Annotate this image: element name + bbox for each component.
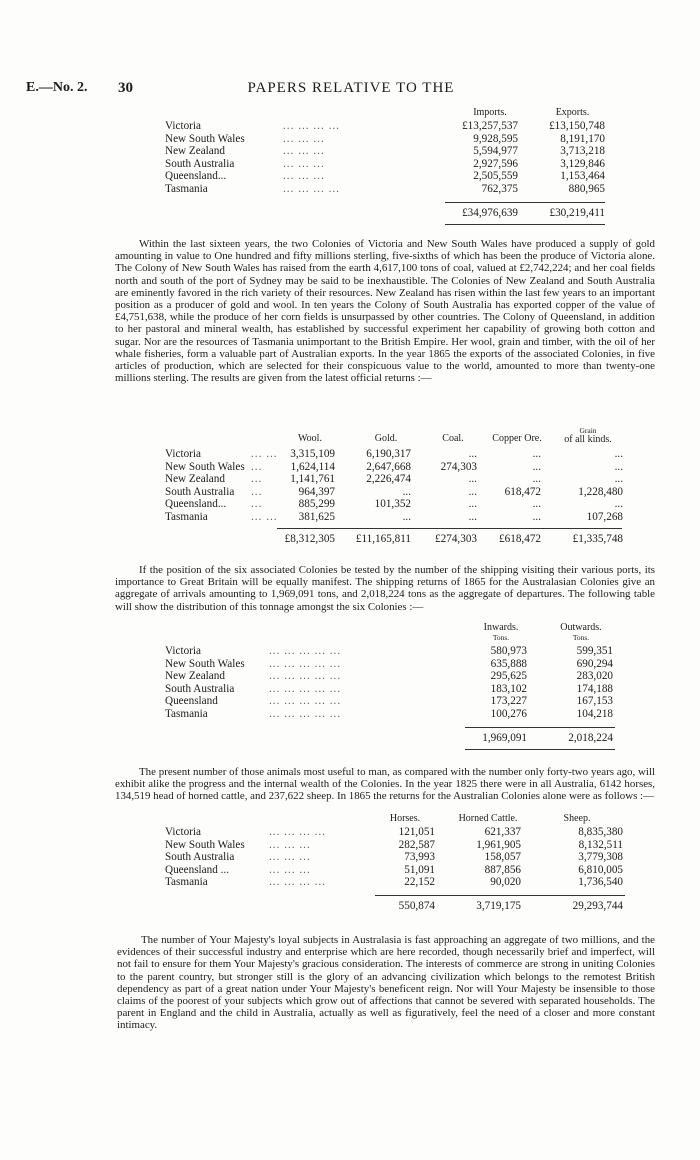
shipping-row <box>165 708 615 721</box>
coal-value: ... <box>468 473 477 486</box>
trade-row <box>165 183 615 196</box>
copper-total: £618,472 <box>499 532 541 545</box>
cattle-value: 158,057 <box>484 851 521 864</box>
shipping-total-row <box>165 732 615 746</box>
coal-total: £274,303 <box>435 532 477 545</box>
shipping-row <box>165 645 615 658</box>
livestock-row <box>165 851 625 864</box>
outwards-value: 104,218 <box>576 707 613 720</box>
colony-name: New South Wales <box>165 132 245 145</box>
colony-name: New Zealand <box>165 145 225 158</box>
grain-header-top: Grain <box>579 426 597 435</box>
sheep-value: 8,835,380 <box>578 826 623 838</box>
cattle-value: 887,856 <box>484 863 521 876</box>
coal-value: 274,303 <box>440 460 477 473</box>
leader-dots: ... ... ... ... <box>283 182 340 195</box>
imports-value: 5,594,977 <box>473 145 518 158</box>
inwards-value: 635,888 <box>490 657 527 670</box>
shipping-row <box>165 658 615 671</box>
coal-value: ... <box>468 448 477 460</box>
coal-value: ... <box>468 498 477 511</box>
livestock-row <box>165 876 625 889</box>
leader-dots: ... ... <box>251 448 278 460</box>
gold-value: ... <box>402 485 411 498</box>
colony-name: Queensland... <box>165 498 227 511</box>
colony-name: Victoria <box>165 120 201 132</box>
inwards-value: 100,276 <box>490 707 527 720</box>
leader-dots: ... ... ... ... ... <box>269 657 342 670</box>
cattle-value: 621,337 <box>484 826 521 838</box>
produce-table <box>165 426 625 547</box>
gold-header: Gold. <box>374 433 398 444</box>
sheep-value: 1,736,540 <box>578 876 623 889</box>
paragraph-shipping: If the position of the six associated Colonies be tested by the number of the shipping visiting their various ports, its importance to Great Britain will be equally manifest. The shipping returns of 1865 for the Australasian Colonies give an aggregate of arrivals amounting to 1,969,091 tons, and 2,018,224 tons as the aggregate of departures. The following table will show the distribution of this tonnage amongst the six Colonies :— <box>115 564 655 613</box>
imports-total: £34,976,639 <box>462 206 518 219</box>
imports-value: 2,927,596 <box>473 157 518 170</box>
sheep-total: 29,293,744 <box>572 899 623 912</box>
imports-header: Imports. <box>473 107 507 118</box>
horses-value: 282,587 <box>398 838 435 851</box>
shipping-bottom-rule <box>465 749 615 750</box>
horses-value: 22,152 <box>404 876 435 889</box>
imports-value: £13,257,537 <box>462 120 518 132</box>
paragraph-livestock: The present number of those animals most useful to man, as compared with the number only forty-two years ago, will exhibit alike the progress and the internal wealth of the Colonies. In the year 1825 there were in all Australia, 6142 horses, 134,519 head of horned cattle, and 237,622 sheep. In 1865 the returns for the Australian Colonies alone were as follows :— <box>115 766 655 803</box>
outwards-value: 167,153 <box>576 695 613 708</box>
colony-name: Queensland ... <box>165 863 230 876</box>
colony-name: Tasmania <box>165 182 208 195</box>
wool-total: £8,312,305 <box>284 532 335 545</box>
trade-table <box>165 108 615 221</box>
shipping-table-header <box>165 623 615 645</box>
inwards-value: 173,227 <box>490 695 527 708</box>
horses-header: Horses. <box>389 813 421 824</box>
grain-value: 107,268 <box>586 510 623 523</box>
leader-dots: ... ... ... ... ... <box>269 707 342 720</box>
trade-row <box>165 158 615 171</box>
grain-value: ... <box>614 498 623 511</box>
outwards-value: 283,020 <box>576 670 613 683</box>
gold-value: 2,226,474 <box>366 473 411 486</box>
wool-value: 381,625 <box>298 510 335 523</box>
exports-header: Exports. <box>555 107 590 118</box>
shipping-row <box>165 670 615 683</box>
copper-value: 618,472 <box>504 485 541 498</box>
colony-name: Tasmania <box>165 876 208 889</box>
wool-value: 964,397 <box>298 485 335 498</box>
shipping-row <box>165 683 615 696</box>
page-title: PAPERS RELATIVE TO THE <box>247 80 455 96</box>
leader-dots: ... ... ... <box>283 132 325 145</box>
trade-total-rule <box>445 202 605 203</box>
horses-total: 550,874 <box>398 899 435 912</box>
exports-value: 8,191,170 <box>560 132 605 145</box>
cattle-header: Horned Cattle. <box>458 813 518 824</box>
shipping-row <box>165 695 615 708</box>
leader-dots: ... ... ... ... ... <box>269 645 342 657</box>
colony-name: New South Wales <box>165 657 245 670</box>
gold-value: 2,647,668 <box>366 460 411 473</box>
inwards-value: 295,625 <box>490 670 527 683</box>
colony-name: New Zealand <box>165 473 225 486</box>
leader-dots: ... <box>251 485 263 498</box>
paragraph-gold-coal: Within the last sixteen years, the two Colonies of Victoria and New South Wales have produced a supply of gold amounting in value to One hundred and fifty millions sterling, five-sixths of which has been the produce of Victoria alone. The Colony of New South Wales has raised from the earth 4,617,100 tons of coal, valued at £2,742,224; and her coal fields north and south of the port of Sydney may be said to be inexhaustible. The Colonies of New Zealand and South Australia are eminently favored in the rich variety of their resources. New Zealand has risen within the last few years to an important position as a producer of gold and wool. In ten years the Colony of South Australia has exported copper of the value of £4,751,638, while the produce of her corn fields is unsurpassed by other countries. The Colony of Queensland, in addition to her pastoral and mineral wealth, has established by successful experiment her capability of growing both cotton and sugar. Nor are the resources of Tasmania unimportant to the British Empire. Her wool, grain and timber, with the oil of her whale fisheries, form a valuable part of Australian exports. In the year 1865 the exports of the associated Colonies, in five articles of production, which are selected for their conspicuous value to the world, amounted to more than twenty-one millions sterling. The results are given from the latest official returns :— <box>115 238 655 385</box>
livestock-total-row <box>165 900 625 914</box>
gold-value: 101,352 <box>374 498 411 511</box>
leader-dots: ... ... ... <box>283 157 325 170</box>
page-number: 30 <box>118 80 133 96</box>
trade-total-row <box>165 207 615 221</box>
cattle-value: 1,961,905 <box>476 838 521 851</box>
trade-row <box>165 133 615 146</box>
outwards-value: 690,294 <box>576 657 613 670</box>
leader-dots: ... ... ... <box>269 838 311 851</box>
grain-total: £1,335,748 <box>572 532 623 545</box>
grain-value: ... <box>614 460 623 473</box>
shipping-total-rule <box>465 727 615 728</box>
inwards-label: Inwards. <box>483 622 519 633</box>
leader-dots: ... ... ... ... ... <box>269 670 342 683</box>
colony-name: New Zealand <box>165 670 225 683</box>
copper-value: ... <box>532 510 541 523</box>
leader-dots: ... ... ... ... <box>269 876 326 889</box>
produce-row <box>165 461 625 474</box>
copper-value: ... <box>532 498 541 511</box>
horses-value: 121,051 <box>398 826 435 838</box>
produce-row <box>165 498 625 511</box>
livestock-row <box>165 839 625 852</box>
grain-value: ... <box>614 448 623 460</box>
grain-value: 1,228,480 <box>578 485 623 498</box>
sheep-value: 6,810,005 <box>578 863 623 876</box>
livestock-row <box>165 826 625 839</box>
leader-dots: ... ... ... ... ... <box>269 695 342 708</box>
copper-value: ... <box>532 460 541 473</box>
inwards-value: 183,102 <box>490 682 527 695</box>
cattle-total: 3,719,175 <box>476 899 521 912</box>
produce-total-row <box>165 533 625 547</box>
trade-row <box>165 120 615 133</box>
trade-row <box>165 145 615 158</box>
grain-header <box>551 426 625 445</box>
colony-name: New South Wales <box>165 460 245 473</box>
trade-bottom-rule <box>445 224 605 225</box>
colony-name: South Australia <box>165 157 235 170</box>
leader-dots: ... ... ... ... ... <box>269 682 342 695</box>
wool-value: 1,624,114 <box>290 460 335 473</box>
exports-total: £30,219,411 <box>549 206 605 219</box>
coal-value: ... <box>468 510 477 523</box>
cattle-value: 90,020 <box>490 876 521 889</box>
colony-name: Victoria <box>165 826 201 838</box>
produce-row <box>165 473 625 486</box>
colony-name: New South Wales <box>165 838 245 851</box>
leader-dots: ... <box>251 460 263 473</box>
produce-row <box>165 511 625 524</box>
colony-name: South Australia <box>165 485 235 498</box>
imports-value: 2,505,559 <box>473 170 518 183</box>
outwards-value: 599,351 <box>576 645 613 657</box>
outwards-value: 174,188 <box>576 682 613 695</box>
leader-dots: ... ... ... <box>269 863 311 876</box>
produce-row <box>165 486 625 499</box>
livestock-row <box>165 864 625 877</box>
leader-dots: ... ... ... <box>283 170 325 183</box>
leader-dots: ... <box>251 473 263 486</box>
wool-value: 3,315,109 <box>290 448 335 460</box>
produce-table-header <box>165 426 625 448</box>
imports-value: 9,928,595 <box>473 132 518 145</box>
shipping-table <box>165 623 615 746</box>
colony-name: South Australia <box>165 851 235 864</box>
exports-value: 3,713,218 <box>560 145 605 158</box>
inwards-header <box>463 623 539 642</box>
exports-value: 880,965 <box>568 182 605 195</box>
copper-header: Copper Ore. <box>492 433 542 444</box>
sheep-header: Sheep. <box>563 813 591 824</box>
leader-dots: ... ... ... ... <box>283 120 340 132</box>
colony-name: South Australia <box>165 682 235 695</box>
coal-value: ... <box>468 485 477 498</box>
colony-name: Victoria <box>165 448 201 460</box>
exports-value: £13,150,748 <box>549 120 605 132</box>
colony-name: Tasmania <box>165 707 208 720</box>
leader-dots: ... ... <box>251 510 278 523</box>
wool-value: 885,299 <box>298 498 335 511</box>
livestock-total-rule <box>375 895 625 896</box>
grain-header-bottom: of all kinds. <box>564 434 612 445</box>
livestock-table-header <box>165 814 625 826</box>
outwards-total: 2,018,224 <box>568 731 613 744</box>
copper-value: ... <box>532 448 541 460</box>
gold-value: 6,190,317 <box>366 448 411 460</box>
sheep-value: 3,779,308 <box>578 851 623 864</box>
trade-row <box>165 170 615 183</box>
inwards-value: 580,973 <box>490 645 527 657</box>
outwards-label: Outwards. <box>560 622 602 633</box>
paragraph-loyal-subjects: The number of Your Majesty's loyal subjects in Australasia is fast approaching an aggregate of two millions, and the evidences of their successful industry and enterprise which are here recorded, though necessarily brief and imperfect, will not fail to ensure for them Your Majesty's gracious consideration. The interests of commerce are strong in uniting Colonies to the parent country, but stronger still is the glory of an advancing civilization which belongs to the remotest British dependency as part of a great nation under Your Majesty's beneficent reign. Nor will Your Majesty be insensible to those claims of the poorest of your subjects which grow out of affections that cannot be severed with separated households. The parent in England and the child in Australia, actually as well as figuratively, feel the need of a closer and more constant intimacy. <box>117 934 655 1032</box>
gold-value: ... <box>402 510 411 523</box>
inwards-unit: Tons. <box>492 633 510 642</box>
leader-dots: ... ... ... <box>269 851 311 864</box>
document-reference: E.—No. 2. <box>26 80 88 95</box>
outwards-unit: Tons. <box>572 633 590 642</box>
colony-name: Queensland... <box>165 170 227 183</box>
leader-dots: ... <box>251 498 263 511</box>
produce-row <box>165 448 625 461</box>
horses-value: 51,091 <box>404 863 435 876</box>
colony-name: Tasmania <box>165 510 208 523</box>
inwards-total: 1,969,091 <box>482 731 527 744</box>
leader-dots: ... ... ... <box>283 145 325 158</box>
colony-name: Victoria <box>165 645 201 657</box>
exports-value: 3,129,846 <box>560 157 605 170</box>
horses-value: 73,993 <box>404 851 435 864</box>
leader-dots: ... ... ... ... <box>269 826 326 838</box>
sheep-value: 8,132,511 <box>578 838 623 851</box>
livestock-table <box>165 814 625 914</box>
page-header <box>26 80 676 100</box>
exports-value: 1,153,464 <box>560 170 605 183</box>
produce-total-rule <box>277 528 622 529</box>
wool-header: Wool. <box>298 433 322 444</box>
wool-value: 1,141,761 <box>290 473 335 486</box>
trade-table-header <box>165 108 615 120</box>
grain-value: ... <box>614 473 623 486</box>
gold-total: £11,165,811 <box>355 532 411 545</box>
colony-name: Queensland <box>165 695 218 708</box>
outwards-header <box>543 623 619 642</box>
imports-value: 762,375 <box>481 182 518 195</box>
coal-header: Coal. <box>442 433 464 444</box>
copper-value: ... <box>532 473 541 486</box>
